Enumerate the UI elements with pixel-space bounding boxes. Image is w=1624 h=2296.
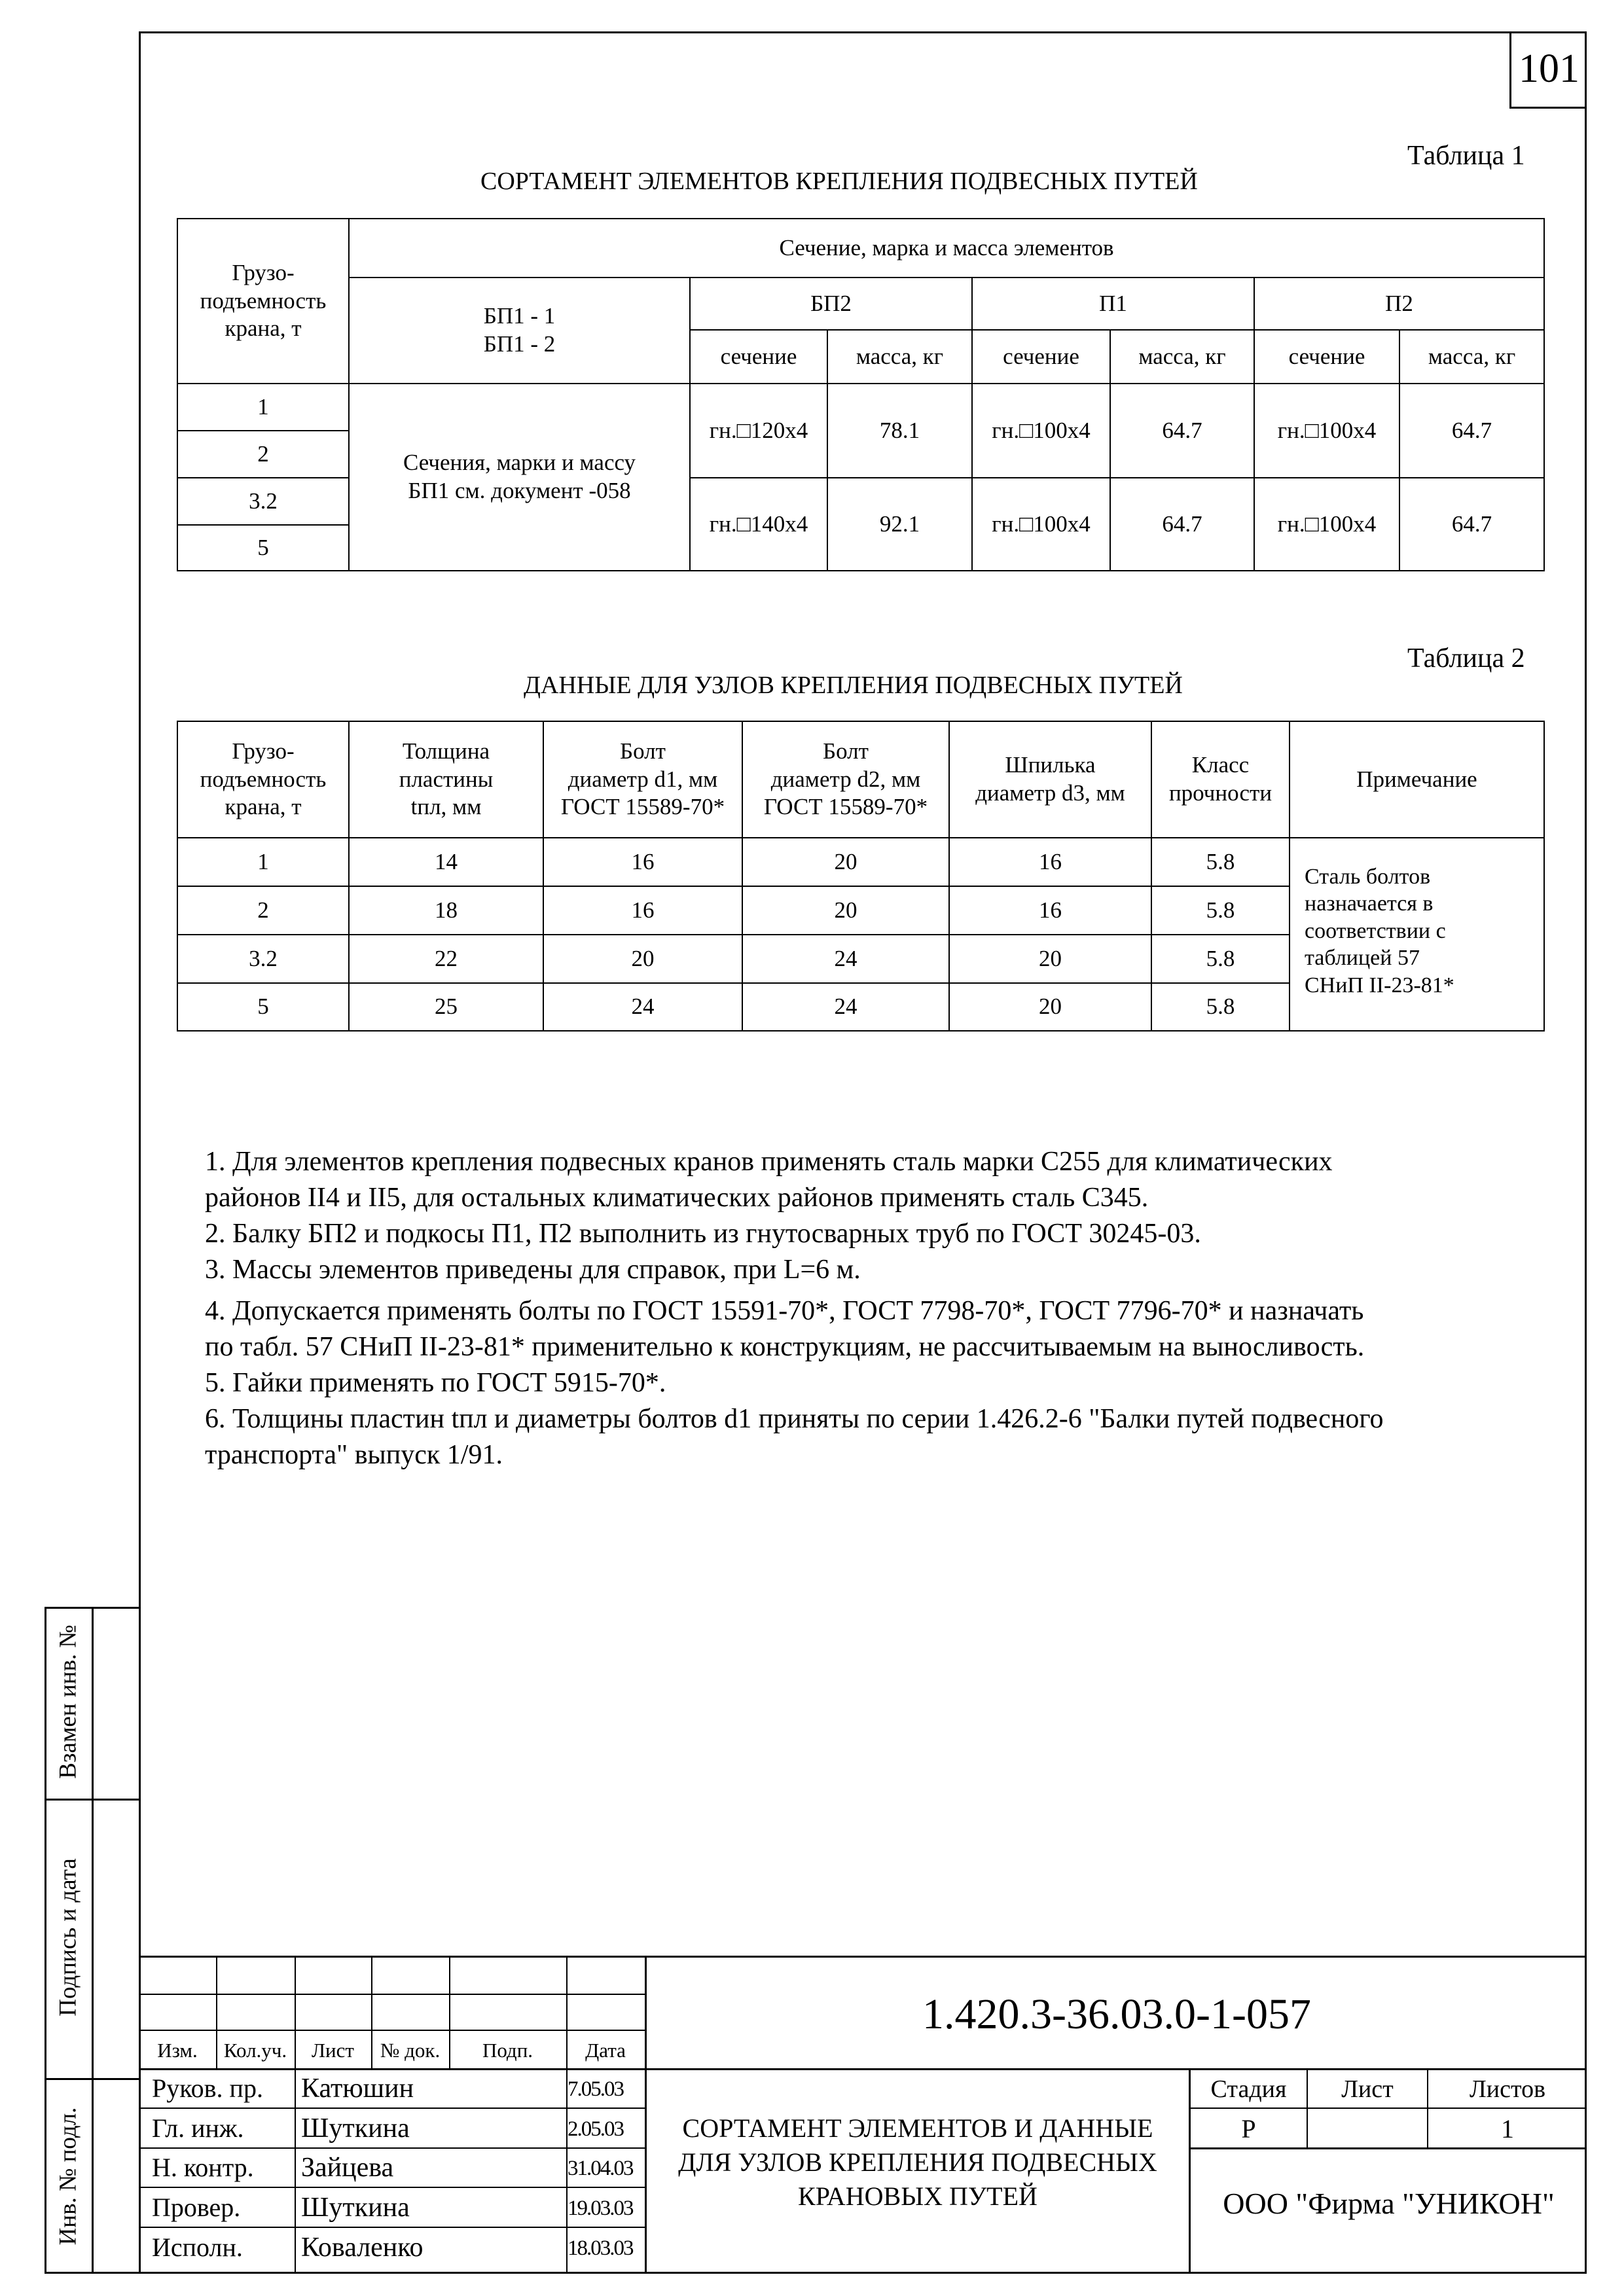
- t2-header-stud: Шпилька диаметр d3, мм: [949, 721, 1151, 838]
- t1-bp1-note: Сечения, марки и массу БП1 см. документ -058: [349, 384, 690, 571]
- stage-value: Р: [1241, 2114, 1256, 2144]
- t2-d1: 16: [543, 838, 742, 886]
- t2-header-capacity: Грузо- подъемность крана, т: [177, 721, 349, 838]
- t2-class: 5.8: [1151, 935, 1290, 983]
- t1-sub-section: сечение: [972, 330, 1110, 384]
- t2-d2: 24: [742, 935, 949, 983]
- sheet-label: Лист: [1341, 2075, 1394, 2103]
- table1-title: СОРТАМЕНТ ЭЛЕМЕНТОВ КРЕПЛЕНИЯ ПОДВЕСНЫХ ПУТЕЙ: [480, 168, 1198, 195]
- note-6: 6. Толщины пластин tпл и диаметры болтов d1 приняты по серии 1.426.2-6 "Балки путей подвесного транспорта" выпуск 1/91.: [205, 1404, 1384, 1470]
- tb-date: 18.03.03: [568, 2236, 633, 2260]
- t1-p2-mass: 64.7: [1399, 384, 1544, 478]
- replaced-inv-label: Взамен инв. №: [54, 1624, 82, 1779]
- stage-label: Стадия: [1210, 2075, 1287, 2103]
- tb-name: Зайцева: [301, 2153, 394, 2183]
- t2-header-thickness: Толщина пластины tпл, мм: [349, 721, 543, 838]
- t1-sub-mass: масса, кг: [827, 330, 972, 384]
- table1-caption: Таблица 1: [1407, 141, 1525, 171]
- general-notes: [205, 1144, 1566, 1473]
- t1-p2-section: гн.□100х4: [1254, 478, 1399, 571]
- t2-header-class: Класс прочности: [1151, 721, 1290, 838]
- t2-d3: 16: [949, 838, 1151, 886]
- t2-thickness: 25: [349, 983, 543, 1031]
- tb-role: Руков. пр.: [152, 2073, 263, 2103]
- t2-header-note: Примечание: [1290, 721, 1544, 838]
- t2-d1: 24: [543, 983, 742, 1031]
- t2-d3: 20: [949, 935, 1151, 983]
- t2-d2: 20: [742, 886, 949, 935]
- t1-p1-mass: 64.7: [1110, 384, 1254, 478]
- t2-d2: 24: [742, 983, 949, 1031]
- t2-thickness: 22: [349, 935, 543, 983]
- t1-p1-section: гн.□100х4: [972, 478, 1110, 571]
- t2-thickness: 18: [349, 886, 543, 935]
- inv-orig-label: Инв. № подл.: [54, 2107, 82, 2246]
- table2-title: ДАННЫЕ ДЛЯ УЗЛОВ КРЕПЛЕНИЯ ПОДВЕСНЫХ ПУТЕЙ: [524, 672, 1183, 699]
- sheets-value: 1: [1501, 2114, 1514, 2144]
- t2-d1: 16: [543, 886, 742, 935]
- t2-header-bolt-d1: Болт диаметр d1, мм ГОСТ 15589-70*: [543, 721, 742, 838]
- tb-name: Катюшин: [301, 2073, 414, 2104]
- t2-thickness: 14: [349, 838, 543, 886]
- t2-class: 5.8: [1151, 983, 1290, 1031]
- tb-role: Гл. инж.: [152, 2113, 244, 2143]
- tb-header-doc-no: № док.: [380, 2039, 441, 2062]
- t2-class: 5.8: [1151, 886, 1290, 935]
- side-stamp-divider: [92, 1607, 94, 2274]
- note-5: 5. Гайки применять по ГОСТ 5915-70*.: [205, 1368, 666, 1398]
- t1-header-p1: П1: [972, 278, 1254, 330]
- t1-header-group: Сечение, марка и масса элементов: [349, 219, 1544, 278]
- document-title: СОРТАМЕНТ ЭЛЕМЕНТОВ И ДАННЫЕ ДЛЯ УЗЛОВ КРЕПЛЕНИЯ ПОДВЕСНЫХ КРАНОВЫХ ПУТЕЙ: [678, 2113, 1157, 2211]
- note-4: 4. Допускается применять болты по ГОСТ 15591-70*, ГОСТ 7798-70*, ГОСТ 7796-70* и назначать по табл. 57 СНиП II-23-81* применительно к конструкциям, не рассчитываемым на выносливость.: [205, 1296, 1365, 1362]
- t1-bp2-mass: 92.1: [827, 478, 972, 571]
- t2-header-bolt-d2: Болт диаметр d2, мм ГОСТ 15589-70*: [742, 721, 949, 838]
- t1-header-capacity: Грузо- подъемность крана, т: [177, 219, 349, 384]
- tb-date: 31.04.03: [568, 2157, 633, 2180]
- t2-capacity: 2: [177, 886, 349, 935]
- t2-d2: 20: [742, 838, 949, 886]
- t2-note: Сталь болтов назначается в соответствии с таблицей 57 СНиП II-23-81*: [1290, 838, 1544, 1031]
- side-stamp-divider: [45, 1799, 139, 1801]
- t1-p2-mass: 64.7: [1399, 478, 1544, 571]
- t1-p1-section: гн.□100х4: [972, 384, 1110, 478]
- t1-capacity-cell: 1: [177, 384, 349, 431]
- t2-capacity: 1: [177, 838, 349, 886]
- tb-header-izm: Изм.: [157, 2039, 198, 2062]
- t1-capacity-cell: 2: [177, 431, 349, 478]
- t1-bp2-section: гн.□120х4: [690, 384, 827, 478]
- document-code: 1.420.3-36.03.0-1-057: [922, 1990, 1311, 2038]
- tb-header-sign: Подп.: [482, 2039, 533, 2062]
- tb-header-kol: Кол.уч.: [223, 2039, 287, 2062]
- note-1: 1. Для элементов крепления подвесных кранов применять сталь марки С255 для климатических районов II4 и II5, для остальных климатических районов применять сталь С345.: [205, 1147, 1333, 1213]
- tb-date: 2.05.03: [568, 2117, 623, 2141]
- t1-sub-section: сечение: [690, 330, 827, 384]
- t2-d3: 20: [949, 983, 1151, 1031]
- table2-caption: Таблица 2: [1407, 643, 1525, 673]
- t2-capacity: 5: [177, 983, 349, 1031]
- tb-header-date: Дата: [585, 2039, 626, 2062]
- side-stamp-divider: [45, 2078, 139, 2080]
- t1-p1-mass: 64.7: [1110, 478, 1254, 571]
- t1-p2-section: гн.□100х4: [1254, 384, 1399, 478]
- note-2: 2. Балку БП2 и подкосы П1, П2 выполнить из гнутосварных труб по ГОСТ 30245-03.: [205, 1219, 1201, 1249]
- note-3: 3. Массы элементов приведены для справок, при L=6 м.: [205, 1255, 861, 1285]
- tb-name: Коваленко: [301, 2233, 424, 2263]
- table-row: [177, 838, 1544, 886]
- tb-role: Исполн.: [152, 2233, 243, 2262]
- t2-d3: 16: [949, 886, 1151, 935]
- t1-capacity-cell: 3.2: [177, 478, 349, 525]
- tb-name: Шуткина: [301, 2193, 410, 2223]
- t2-capacity: 3.2: [177, 935, 349, 983]
- tb-header-list: Лист: [312, 2039, 354, 2062]
- sheets-label: Листов: [1469, 2075, 1546, 2103]
- tb-date: 19.03.03: [568, 2197, 633, 2220]
- t1-header-bp2: БП2: [690, 278, 972, 330]
- page-number: 101: [1509, 31, 1587, 109]
- table1: [177, 218, 1545, 571]
- table2: [177, 721, 1545, 1031]
- sign-date-label: Подпись и дата: [54, 1858, 82, 2017]
- company-name: ООО "Фирма "УНИКОН": [1223, 2187, 1555, 2220]
- tb-role: Н. контр.: [152, 2153, 254, 2182]
- t1-header-p2: П2: [1254, 278, 1544, 330]
- tb-date: 7.05.03: [568, 2077, 623, 2101]
- t1-sub-section: сечение: [1254, 330, 1399, 384]
- t1-sub-mass: масса, кг: [1110, 330, 1254, 384]
- t1-bp2-mass: 78.1: [827, 384, 972, 478]
- t1-bp2-section: гн.□140х4: [690, 478, 827, 571]
- tb-role: Провер.: [152, 2193, 241, 2222]
- t2-class: 5.8: [1151, 838, 1290, 886]
- t1-header-bp1: БП1 - 1 БП1 - 2: [349, 278, 690, 384]
- t1-capacity-cell: 5: [177, 525, 349, 571]
- t1-sub-mass: масса, кг: [1399, 330, 1544, 384]
- tb-name: Шуткина: [301, 2113, 410, 2144]
- t2-d1: 20: [543, 935, 742, 983]
